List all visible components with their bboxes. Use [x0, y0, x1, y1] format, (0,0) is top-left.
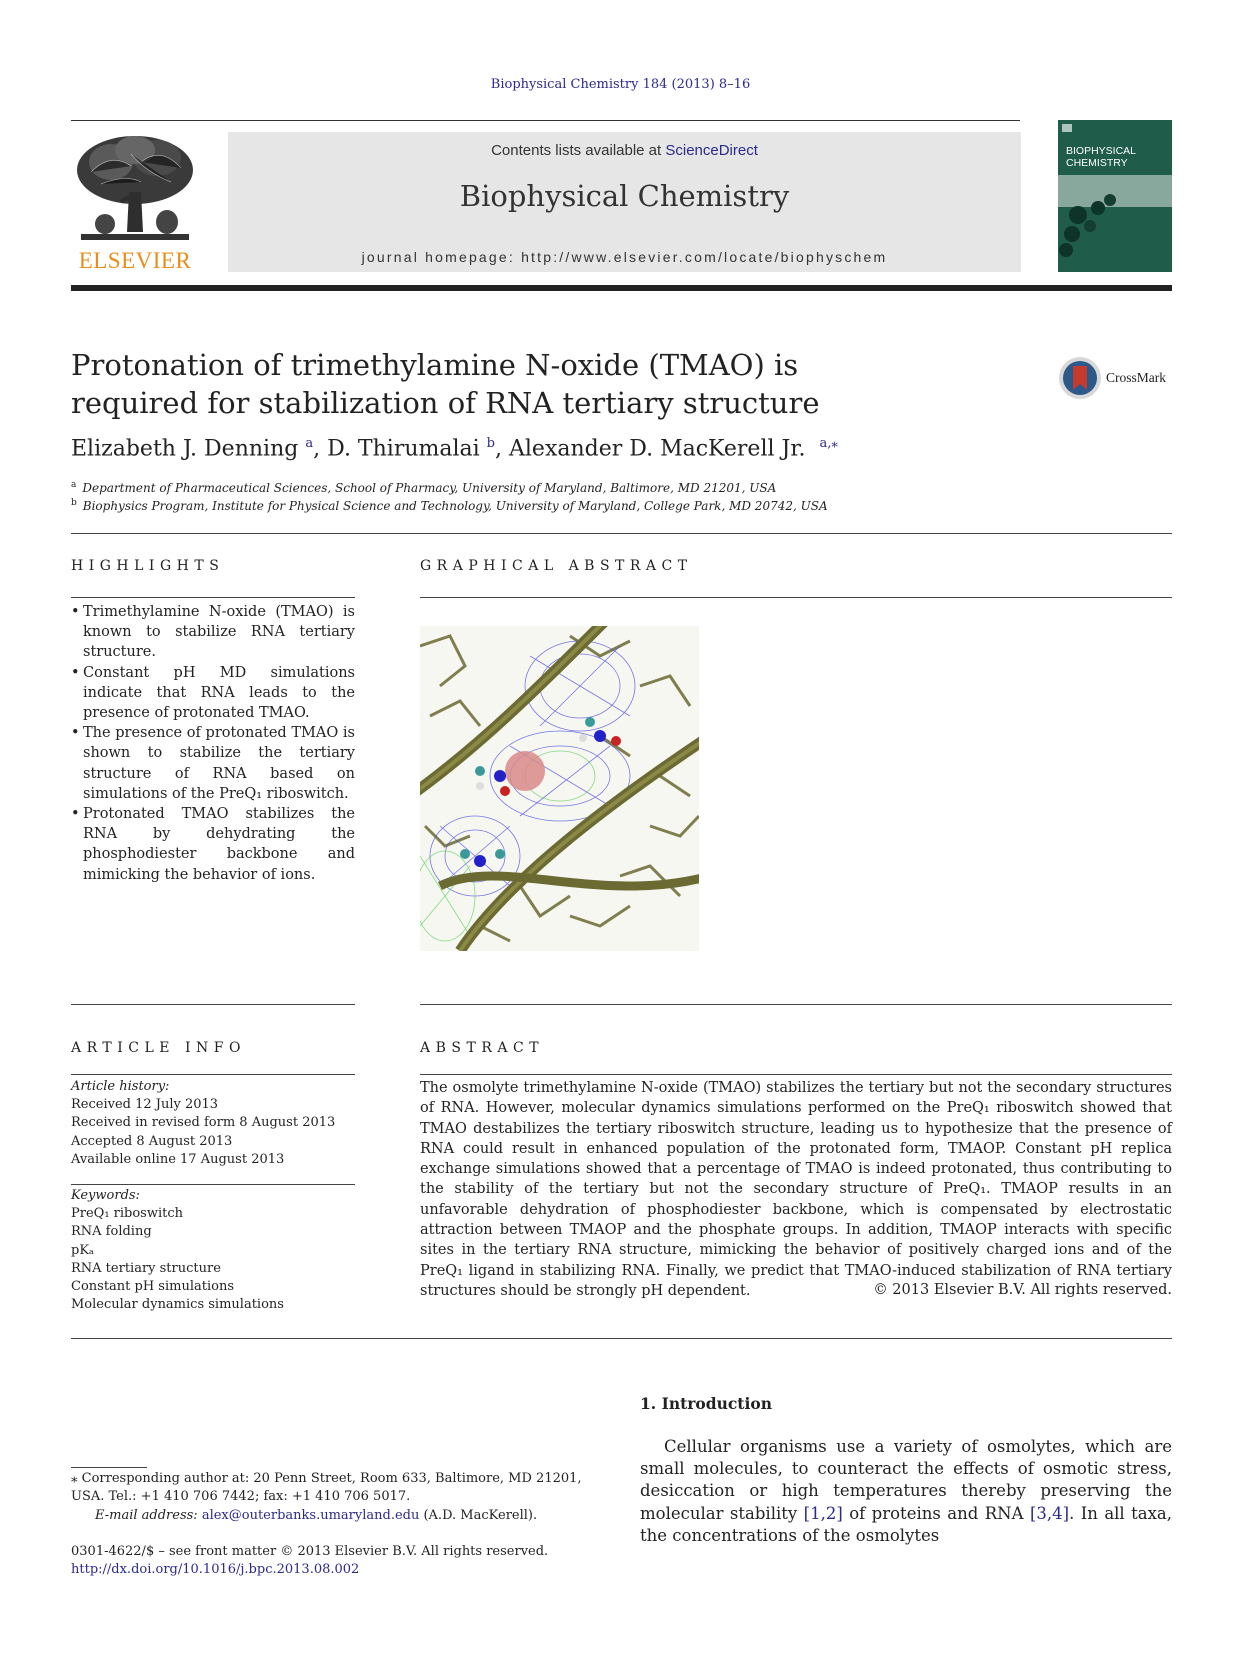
header-thick-rule: [71, 285, 1172, 291]
section-rule: [71, 1338, 1172, 1339]
contents-prefix: Contents lists available at: [491, 142, 666, 159]
highlights-heading: HIGHLIGHTS: [71, 558, 225, 574]
keyword-item: RNA tertiary structure: [71, 1260, 221, 1276]
history-item: Accepted 8 August 2013: [71, 1133, 233, 1149]
section-rule: [71, 597, 355, 598]
history-item: Received 12 July 2013: [71, 1097, 219, 1113]
elsevier-tree-icon: [71, 132, 199, 244]
introduction-heading: 1. Introduction: [640, 1394, 772, 1413]
reference-link[interactable]: [3,4]: [1029, 1503, 1070, 1523]
header-rule: [71, 120, 1020, 121]
issn-line: 0301-4622/$ – see front matter © 2013 Elsevier B.V. All rights reserved.: [71, 1544, 549, 1559]
crossmark-label: CrossMark: [1106, 370, 1166, 385]
abstract-text: The osmolyte trimethylamine N-oxide (TMAO) stabilizes the tertiary but not the secondary structures of RNA. However, molecular dynamics simulations performed on the PreQ₁ riboswitch showed that TMAO destabilizes the tertiary riboswitch structure, leading us to hypothesize that the presence of RNA could result in enhanced population of the protonated form, TMAOP. Constant pH replica exchange simulations showed that a percentage of TMAO is indeed protonated, thus contributing to the stability of the tertiary but not the secondary structure of PreQ₁. TMAOP results in an unfavorable dehydration of phosphodiester backbone, which is compensated by electrostatic attraction between TMAOP and the phosphate groups. In addition, TMAOP interacts with specific sites in the tertiary RNA structure, mimicking the behavior of positively charged ions and of the PreQ₁ ligand in stabilizing RNA. Finally, we predict that TMAO-induced stabilization of RNA tertiary structures should be strongly pH dependent.: [420, 1080, 1172, 1299]
abstract-copyright: © 2013 Elsevier B.V. All rights reserved.: [873, 1282, 1172, 1298]
crossmark-icon: [1058, 356, 1102, 400]
corresponding-author-footnote: [71, 1470, 611, 1525]
section-rule: [71, 533, 1172, 534]
crossmark-badge[interactable]: [1058, 356, 1178, 400]
front-matter: [71, 1543, 548, 1580]
history-item: Available online 17 August 2013: [71, 1151, 285, 1167]
footnote-rule: [71, 1467, 147, 1468]
affiliation: [71, 480, 776, 495]
affiliation: [71, 498, 828, 513]
cover-title-line1: BIOPHYSICAL: [1066, 145, 1137, 157]
email-suffix: (A.D. MacKerell).: [419, 1507, 538, 1523]
article-info-heading: ARTICLE INFO: [71, 1040, 246, 1056]
keywords-list: [71, 1187, 355, 1314]
email-link[interactable]: alex@outerbanks.umaryland.edu: [201, 1507, 420, 1523]
journal-cover: [1058, 120, 1172, 272]
elsevier-logo: [71, 132, 199, 274]
highlight-item: • Protonated TMAO stabilizes the RNA by dehydrating the phosphodiester backbone and mimicking the behavior of ions.: [71, 804, 355, 885]
keyword-item: Molecular dynamics simulations: [71, 1297, 284, 1313]
keyword-item: PreQ₁ riboswitch: [71, 1206, 184, 1222]
journal-homepage[interactable]: journal homepage: http://www.elsevier.com/locate/biophyschem: [361, 249, 888, 265]
elsevier-wordmark: ELSEVIER: [78, 248, 192, 273]
graphical-abstract-heading: GRAPHICAL ABSTRACT: [420, 558, 693, 574]
email-label: E-mail address:: [95, 1507, 202, 1523]
cover-art-icon: [1058, 120, 1172, 272]
highlight-item: • Trimethylamine N-oxide (TMAO) is known to stabilize RNA tertiary structure.: [71, 602, 355, 663]
history-item: Received in revised form 8 August 2013: [71, 1115, 336, 1131]
author-name: D. Thirumalai: [327, 436, 480, 462]
highlight-item: • Constant pH MD simulations indicate that RNA leads to the presence of protonated TMAO.: [71, 663, 355, 724]
affiliation-mark: b: [71, 498, 77, 508]
keyword-item: pKₐ: [71, 1242, 95, 1258]
author-name: Elizabeth J. Denning: [71, 436, 299, 462]
section-rule: [71, 1004, 355, 1005]
section-rule: [420, 1004, 1172, 1005]
author-affil-link[interactable]: a: [305, 436, 314, 451]
sciencedirect-link[interactable]: ScienceDirect: [665, 142, 758, 159]
contents-line: [228, 142, 1021, 159]
footnote-address: ⁎ Corresponding author at: 20 Penn Street, Room 633, Baltimore, MD 21201, USA. Tel.: +1 410 706 7442; fax: +1 410 706 5017.: [71, 1471, 582, 1505]
affiliation-text: Biophysics Program, Institute for Physical Science and Technology, University of Maryland, College Park, MD 20742, USA: [82, 499, 828, 513]
graphical-abstract-image: [420, 626, 699, 951]
reference-link[interactable]: [1,2]: [803, 1503, 843, 1523]
introduction-text: [640, 1436, 1172, 1547]
abstract-heading: ABSTRACT: [420, 1040, 545, 1056]
author-name: Alexander D. MacKerell Jr.: [509, 436, 806, 462]
section-rule: [71, 1074, 355, 1075]
author-list: Elizabeth J. Denning $^a$, D. Thirumalai $^b$, Alexander D. MacKerell Jr. $^{a,⁎}$: [71, 436, 838, 462]
footnote-email-line: [71, 1507, 611, 1525]
keywords-label: Keywords:: [71, 1188, 140, 1203]
affiliation-text: Department of Pharmaceutical Sciences, School of Pharmacy, University of Maryland, Baltimore, MD 21201, USA: [82, 481, 777, 495]
journal-citation[interactable]: Biophysical Chemistry 184 (2013) 8–16: [490, 77, 751, 92]
keyword-item: Constant pH simulations: [71, 1279, 235, 1295]
doi-link[interactable]: http://dx.doi.org/10.1016/j.bpc.2013.08.002: [71, 1562, 360, 1578]
rna-structure-icon: [420, 626, 699, 951]
article-history: [71, 1078, 355, 1169]
author-affil-link[interactable]: b: [486, 436, 495, 451]
highlights-list: [71, 602, 355, 885]
author-affil-link[interactable]: a,⁎: [819, 436, 838, 451]
article-title: Protonation of trimethylamine N-oxide (TMAO) is required for stabilization of RNA tertiary structure: [71, 348, 820, 420]
intro-text-part: . In all taxa, the concentrations of the osmolytes: [640, 1503, 1173, 1545]
keyword-item: RNA folding: [71, 1224, 152, 1240]
section-rule: [420, 1074, 1172, 1075]
history-label: Article history:: [71, 1079, 170, 1094]
cover-title-line2: CHEMISTRY: [1066, 157, 1128, 169]
journal-name: Biophysical Chemistry: [459, 179, 790, 213]
intro-text-part: Cellular organisms use a variety of osmolytes, which are small molecules, to counteract the effects of osmotic stress, desiccation or high temperatures thereby preserving the molecular stability: [640, 1437, 1172, 1523]
affiliation-mark: a: [71, 480, 77, 490]
section-rule: [71, 1184, 355, 1185]
intro-text-part: of proteins and RNA: [842, 1503, 1030, 1523]
journal-banner: [228, 132, 1021, 272]
section-rule: [420, 597, 1172, 598]
highlight-item: • The presence of protonated TMAO is shown to stabilize the tertiary structure of RNA based on simulations of the PreQ₁ riboswitch.: [71, 723, 355, 804]
